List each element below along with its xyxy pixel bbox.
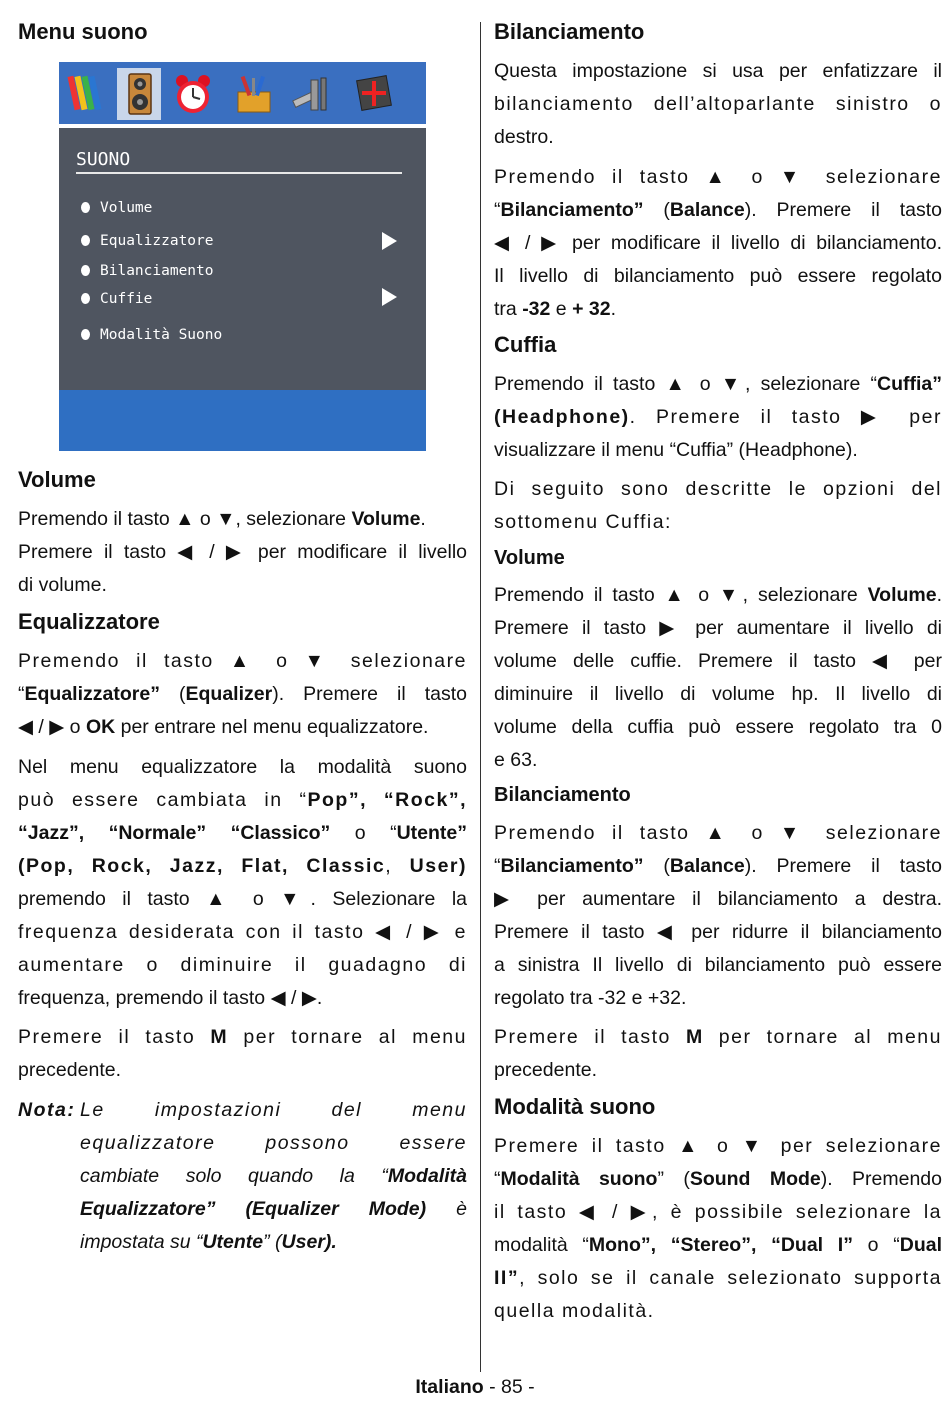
headphone-balance-paragraph: Premendo il tasto ▲ o ▼ selezionare “Bilanciamento” (Balance). Premere il tasto ▶ per aumentare il bilanciamento a destra. Premere il tasto ◀ per ridurre il bilanciamento a sinistra Il livello di bilanciamento può essere regolato tra -32 e +32. <box>494 822 942 1009</box>
page-footer <box>0 1376 950 1399</box>
equalizer-paragraph-1: Premendo il tasto ▲ o ▼ selezionare “Equalizzatore” (Equalizer). Premere il tasto ◀ / ▶ o OK per entrare nel menu equalizzatore. <box>18 650 467 738</box>
volume-heading: Volume <box>18 467 96 492</box>
headphone-paragraph-1: Premendo il tasto ▲ o ▼, selezionare “Cuffia” (Headphone). Premere il tasto ▶ per visualizzare il menu “Cuffia” (Headphone). <box>494 373 942 461</box>
submenu-arrow-icon <box>382 232 397 250</box>
balance-paragraph-2: Premendo il tasto ▲ o ▼ selezionare “Bilanciamento” (Balance). Premere il tasto ◀ / ▶ per modificare il livello di bilanciamento. Il livello di bilanciamento può essere regolato tra -32 e + 32. <box>494 166 942 320</box>
bullet-icon <box>81 235 90 246</box>
connector-icon <box>291 72 331 116</box>
tv-menu-title: SUONO <box>76 149 131 170</box>
equalizer-paragraph-3: Premere il tasto M per tornare al menu precedente. <box>18 1026 467 1081</box>
tv-menu-item-cuffie[interactable]: Cuffie <box>81 291 152 307</box>
submenu-arrow-icon <box>382 288 397 306</box>
headphone-volume-subheading: Volume <box>494 547 565 569</box>
headphone-balance-subheading: Bilanciamento <box>494 784 631 806</box>
bullet-icon <box>81 202 90 213</box>
tv-menu-footer <box>59 390 426 451</box>
balance-paragraph-1: Questa impostazione si usa per enfatizzare il bilanciamento dell’altoparlante sinistro o destro. <box>494 60 942 148</box>
tv-menu-item-bilanciamento[interactable]: Bilanciamento <box>81 263 214 279</box>
column-divider <box>480 22 481 1372</box>
headphone-heading: Cuffia <box>494 332 557 357</box>
tv-title-underline <box>76 172 402 174</box>
headphone-back-paragraph: Premere il tasto M per tornare al menu precedente. <box>494 1026 942 1081</box>
bullet-icon <box>81 329 90 340</box>
headphone-paragraph-2: Di seguito sono descritte le opzioni del sottomenu Cuffia: <box>494 478 942 533</box>
tv-menu-item-modalita-suono[interactable]: Modalità Suono <box>81 327 222 343</box>
equalizer-paragraph-2: Nel menu equalizzatore la modalità suono può essere cambiata in “Pop”, “Rock”, “Jazz”, “Normale” “Classico” o “Utente” (Pop, Rock, Jazz, Flat, Classic, User) premendo il tasto ▲ o ▼. Selezionare la frequenza desiderata con il tasto ◀ / ▶ e aumentare o diminuire il guadagno di frequenza, premendo il tasto ◀ / ▶. <box>18 756 467 1009</box>
bullet-icon <box>81 293 90 304</box>
toolbox-icon <box>234 72 274 116</box>
footer-language: Italiano <box>415 1376 484 1398</box>
channel-list-icon <box>355 72 395 116</box>
tv-menu-item-volume[interactable]: Volume <box>81 200 152 216</box>
tv-icon-bar <box>59 62 426 124</box>
alarm-clock-icon <box>173 72 213 116</box>
bullet-icon <box>81 265 90 276</box>
speaker-icon <box>120 72 160 116</box>
picture-icon <box>65 72 105 116</box>
page-number: - 85 - <box>483 1376 535 1398</box>
headphone-volume-paragraph: Premendo il tasto ▲ o ▼, selezionare Volume. Premere il tasto ▶ per aumentare il livello di volume delle cuffie. Premere il tasto ◀ per diminuire il livello di volume hp. Il livello di volume della cuffia può essere regolato tra 0 e 63. <box>494 584 942 771</box>
tv-menu-item-equalizzatore[interactable]: Equalizzatore <box>81 233 214 249</box>
sound-mode-heading: Modalità suono <box>494 1094 656 1119</box>
menu-heading: Menu suono <box>18 19 148 44</box>
tv-sound-menu <box>59 62 426 451</box>
volume-paragraph: Premendo il tasto ▲ o ▼, selezionare Volume. Premere il tasto ◀ / ▶ per modificare il livello di volume. <box>18 508 467 596</box>
balance-heading: Bilanciamento <box>494 19 645 44</box>
sound-mode-paragraph: Premere il tasto ▲ o ▼ per selezionare “Modalità suono” (Sound Mode). Premendo il tasto ◀ / ▶, è possibile selezionare la modalità “Mono”, “Stereo”, “Dual I” o “Dual II”, solo se il canale selezionato supporta quella modalità. <box>494 1135 942 1322</box>
equalizer-heading: Equalizzatore <box>18 609 160 634</box>
